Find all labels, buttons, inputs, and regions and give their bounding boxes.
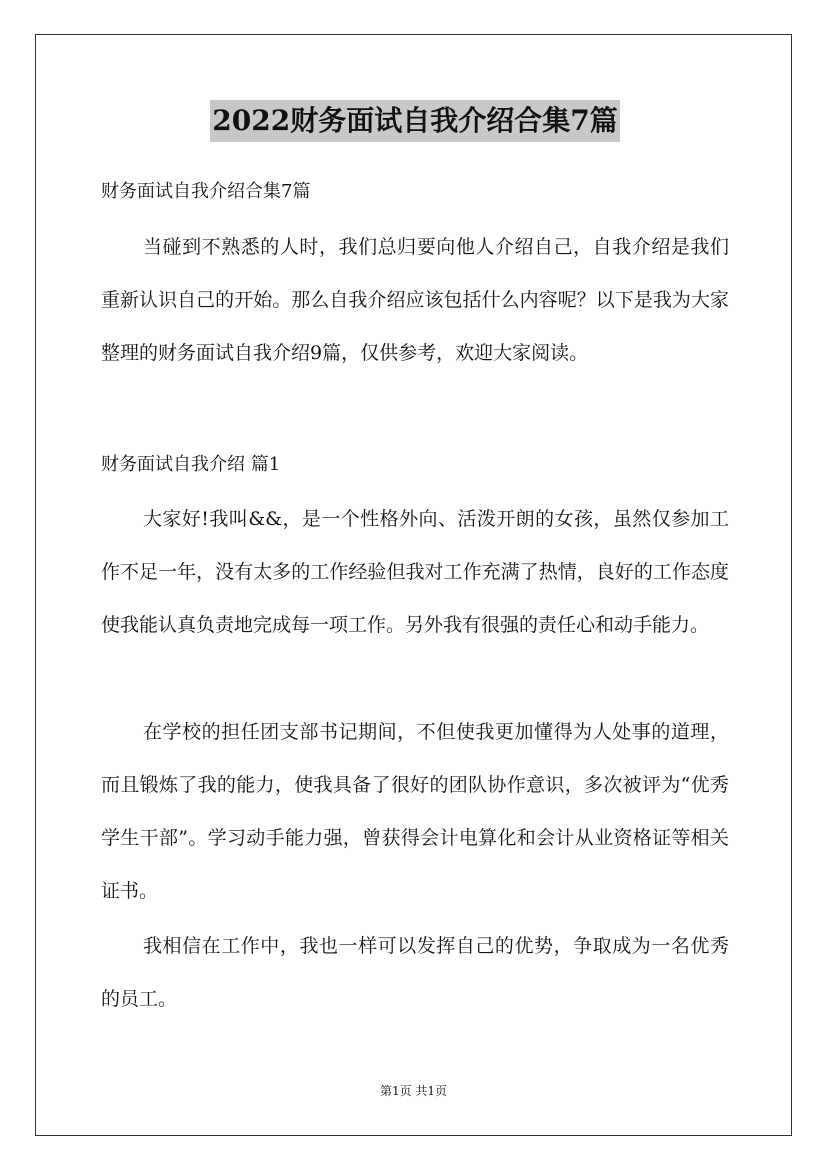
document-title: 2022财务面试自我介绍合集7篇: [210, 100, 619, 142]
section1-heading: 财务面试自我介绍 篇1: [101, 454, 281, 475]
page-footer: 第1页 共1页: [379, 1084, 448, 1098]
title-container: [101, 100, 729, 142]
section1-paragraph-2: 在学校的担任团支部书记期间，不但使我更加懂得为人处事的道理，而且锻炼了我的能力，使我具备了很好的团队协作意识，多次被评为“优秀学生干部”。学习动手能力强，曾获得会计电算化和会计从业资格证等相关证书。: [101, 721, 729, 902]
section1-paragraph-3: 我相信在工作中，我也一样可以发挥自己的优势，争取成为一名优秀的员工。: [101, 935, 729, 1010]
section1-paragraph-1: 大家好!我叫&&，是一个性格外向、活泼开朗的女孩，虽然仅参加工作不足一年，没有太多的工作经验但我对工作充满了热情，良好的工作态度使我能认真负责地完成每一项工作。另外我有很强的责任心和动手能力。: [101, 508, 729, 636]
document-subtitle: 财务面试自我介绍合集7篇: [101, 181, 311, 202]
intro-paragraph: 当碰到不熟悉的人时，我们总归要向他人介绍自己，自我介绍是我们重新认识自己的开始。那么自我介绍应该包括什么内容呢？以下是我为大家整理的财务面试自我介绍9篇，仅供参考，欢迎大家阅读。: [101, 236, 729, 364]
